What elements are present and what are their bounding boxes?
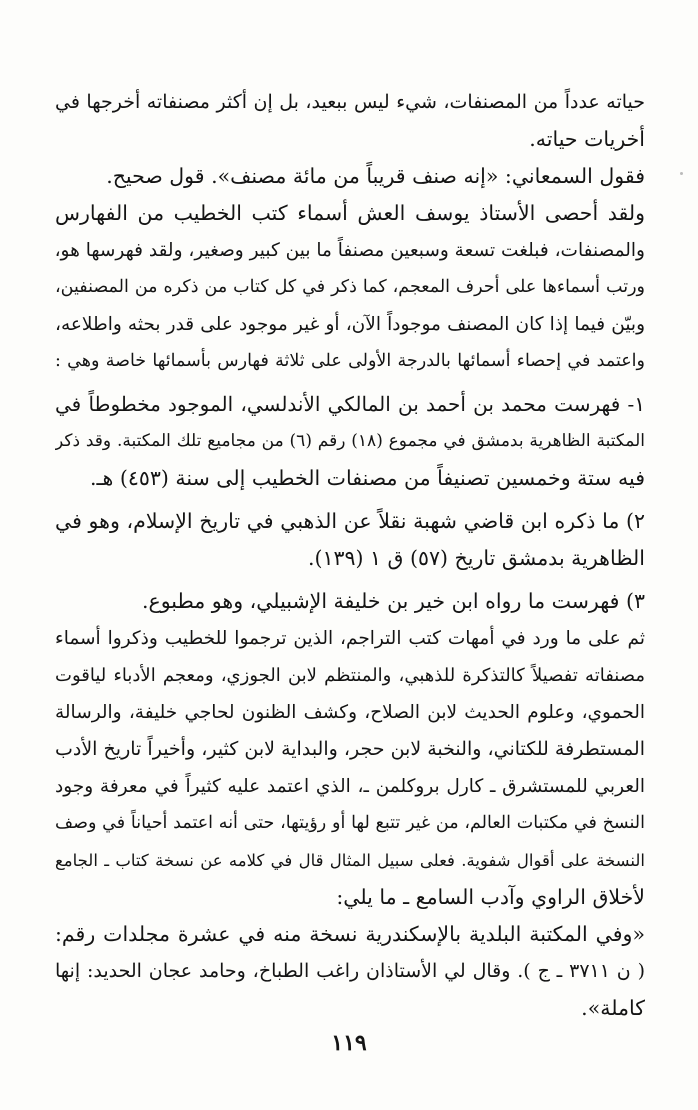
text-line: «وفي المكتبة البلدية بالإسكندرية نسخة منه في عشرة مجلدات رقم:	[55, 922, 645, 946]
text-line: الظاهرية بدمشق تاريخ (٥٧) ق ١ (١٣٩).	[307, 546, 645, 570]
text-line: ثم على ما ورد في أمهات كتب التراجم، الذين ترجموا للخطيب وذكروا أسماء	[55, 628, 645, 649]
text-line: المستطرفة للكتاني، والنخبة لابن حجر، والبداية لابن كثير، وأخيراً تاريخ الأدب	[55, 738, 645, 760]
text-line: النسخة على أقوال شفوية. فعلى سبيل المثال قال في كلامه عن نسخة كتاب ـ الجامع	[55, 851, 645, 870]
paragraph	[55, 620, 645, 916]
body-text	[55, 84, 645, 1027]
page-number: ١١٩	[331, 1030, 367, 1056]
text-line: حياته عدداً من المصنفات، شيء ليس ببعيد، بل إن أكثر مصنفاته أخرجها في	[55, 91, 645, 113]
paragraph	[55, 503, 645, 577]
text-line: ( ن ٣٧١١ ـ ج ). وقال لي الأستاذان راغب الطباخ، وحامد عجان الحديد: إنها	[55, 960, 645, 982]
text-line: النسخ في مكتبات العالم، من غير تتبع لها أو رؤيتها، حتى أنه اعتمد أحياناً في وصف	[55, 813, 645, 833]
text-line: ولقد أحصى الأستاذ يوسف العش أسماء كتب الخطيب من الفهارس	[55, 201, 645, 225]
text-line: وبيّن فيما إذا كان المصنف موجوداً الآن، أو غير موجود على قدر بحثه واطلاعه،	[55, 314, 645, 335]
text-line: كاملة».	[581, 996, 645, 1020]
paragraph	[55, 583, 645, 620]
paragraph	[55, 386, 645, 497]
text-line: ١- فهرست محمد بن أحمد بن المالكي الأندلسي، الموجود مخطوطاً في	[55, 392, 645, 416]
text-line: والمصنفات، فبلغت تسعة وسبعين مصنفاً ما بين كبير وصغير، ولقد فهرسها هو،	[55, 240, 645, 261]
text-line: الحموي، وعلوم الحديث لابن الصلاح، وكشف الظنون لحاجي خليفة، والرسالة	[55, 702, 645, 723]
paragraph	[55, 84, 645, 158]
text-line: أخريات حياته.	[529, 127, 645, 151]
text-line: ٢) ما ذكره ابن قاضي شهبة نقلاً عن الذهبي في تاريخ الإسلام، وهو في	[55, 509, 645, 533]
text-line: العربي للمستشرق ـ كارل بروكلمن ـ، الذي اعتمد عليه كثيراً في معرفة وجود	[55, 776, 645, 797]
text-line: المكتبة الظاهرية بدمشق في مجموع (١٨) رقم (٦) من مجاميع تلك المكتبة. وقد ذكر	[55, 431, 645, 451]
text-line: واعتمد في إحصاء أسمائها بالدرجة الأولى على ثلاثة فهارس بأسمائها خاصة وهي :	[55, 351, 645, 371]
quotation	[55, 916, 645, 1027]
paper-speck	[680, 172, 683, 175]
text-line: فيه ستة وخمسين تصنيفاً من مصنفات الخطيب إلى سنة (٤٥٣) هـ.	[90, 466, 645, 490]
text-line: فقول السمعاني: «إنه صنف قريباً من مائة مصنف». قول صحيح.	[106, 164, 645, 188]
text-line: ٣) فهرست ما رواه ابن خير بن خليفة الإشبيلي، وهو مطبوع.	[141, 589, 645, 613]
text-line: مصنفاته تفصيلاً كالتذكرة للذهبي، والمنتظم لابن الجوزي، ومعجم الأدباء لياقوت	[55, 665, 645, 686]
text-line: لأخلاق الراوي وآدب السامع ـ ما يلي:	[336, 885, 645, 909]
text-line: ورتب أسماءها على أحرف المعجم، كما ذكر في كل كتاب من ذكره من المصنفين،	[55, 277, 645, 297]
paragraph	[55, 195, 645, 380]
paragraph	[55, 158, 645, 195]
